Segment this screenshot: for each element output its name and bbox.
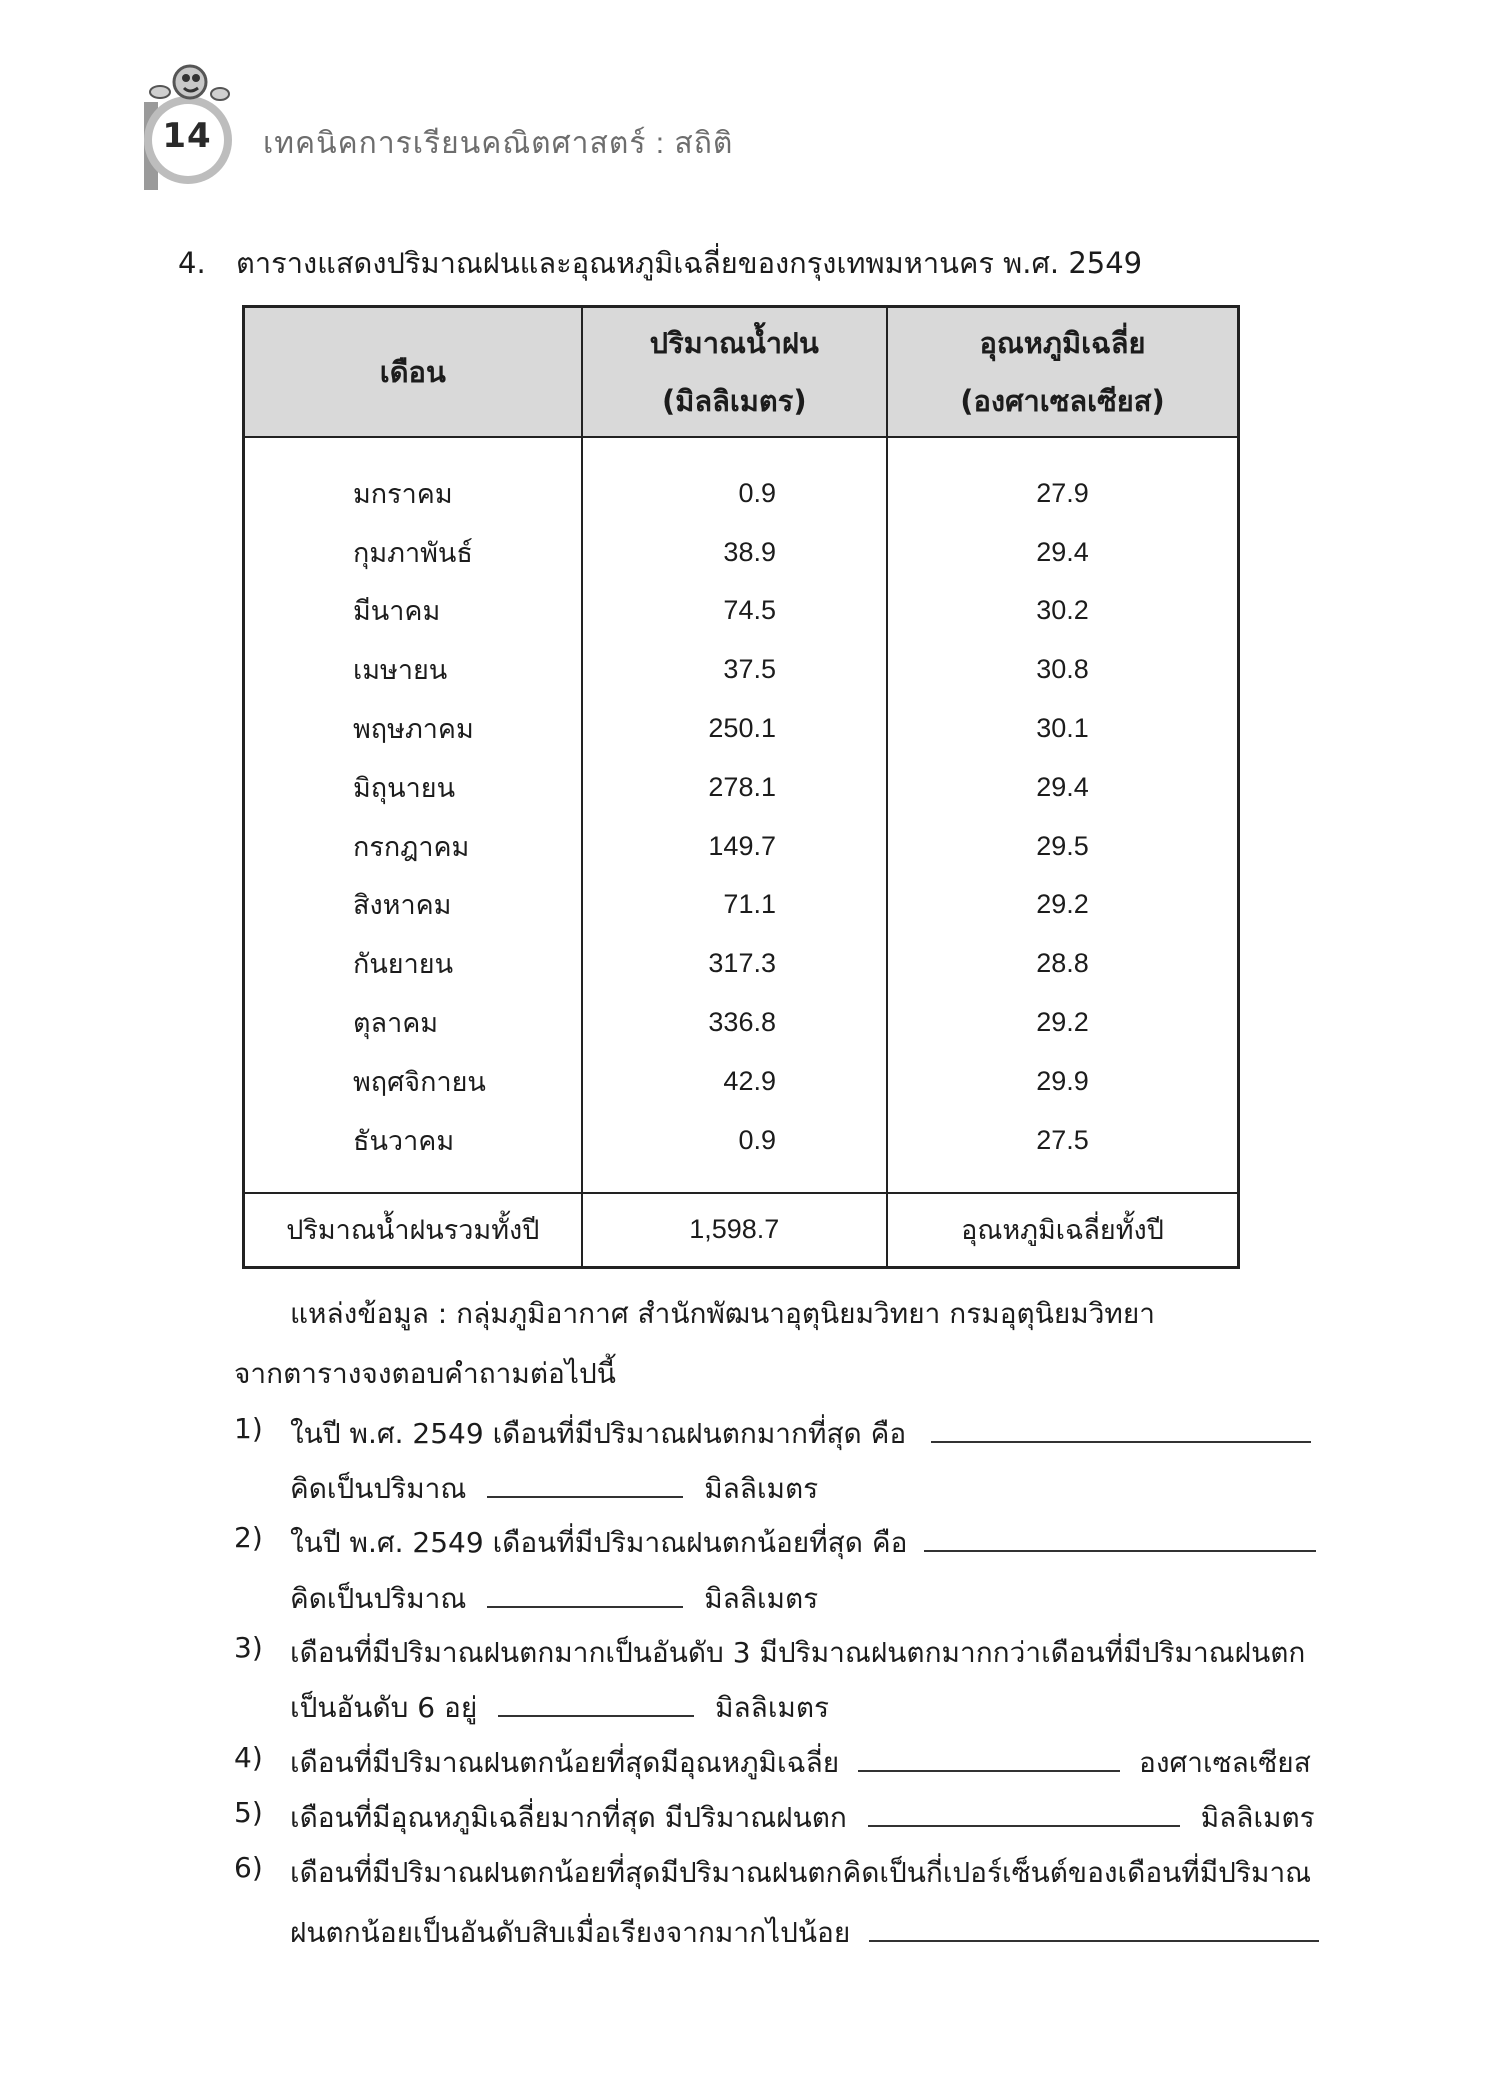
question-5-unit: มิลลิเมตร <box>1200 1801 1315 1834</box>
header-temperature-line1: อุณหภูมิเฉลี่ย <box>979 326 1146 360</box>
temperature-cell: 27.5 <box>887 1111 1239 1170</box>
month-cell: มิถุนายน <box>244 758 582 817</box>
month-cell: พฤศจิกายน <box>244 1052 582 1111</box>
rainfall-cell: 0.9 <box>582 1111 887 1170</box>
header-rainfall-line1: ปริมาณน้ำฝน <box>649 326 819 360</box>
question-6-line2 <box>290 1911 1319 1955</box>
table-row <box>244 699 1239 758</box>
total-label: ปริมาณน้ำฝนรวมทั้งปี <box>244 1193 582 1268</box>
question-3 <box>234 1631 1306 1675</box>
rainfall-cell: 38.9 <box>582 523 887 582</box>
month-cell: มกราคม <box>244 464 582 523</box>
question-5-text: เดือนที่มีอุณหภูมิเฉลี่ยมากที่สุด มีปริมาณฝนตก <box>290 1801 847 1834</box>
question-3-number: 3) <box>234 1631 263 1664</box>
table-row <box>244 582 1239 641</box>
header-month: เดือน <box>244 307 582 438</box>
question-2-line2 <box>290 1577 818 1621</box>
table-row <box>244 1052 1239 1111</box>
table-header-row <box>244 307 1239 438</box>
question-4-number: 4) <box>234 1741 263 1774</box>
answer-blank-4[interactable] <box>858 1744 1120 1772</box>
question-1 <box>234 1412 1311 1456</box>
month-cell: มีนาคม <box>244 582 582 641</box>
month-cell: พฤษภาคม <box>244 699 582 758</box>
table-row <box>244 1111 1239 1170</box>
temperature-cell: 29.4 <box>887 758 1239 817</box>
question-2-line2-text: คิดเป็นปริมาณ <box>290 1582 467 1615</box>
rainfall-table <box>242 305 1240 1269</box>
question-heading <box>178 240 1142 286</box>
question-number: 4. <box>178 246 206 280</box>
page-header <box>138 62 1038 192</box>
question-2-text: ในปี พ.ศ. 2549 เดือนที่มีปริมาณฝนตกน้อยที่สุด คือ <box>290 1526 908 1559</box>
book-title: เทคนิคการเรียนคณิตศาสตร์ : สถิติ <box>263 127 734 160</box>
answer-blank-3[interactable] <box>498 1689 694 1717</box>
question-6 <box>234 1851 1312 1895</box>
header-rainfall-line2: (มิลลิเมตร) <box>661 384 807 418</box>
temperature-cell: 28.8 <box>887 934 1239 993</box>
question-4-unit: องศาเซลเซียส <box>1139 1746 1311 1779</box>
rainfall-cell: 42.9 <box>582 1052 887 1111</box>
table-row <box>244 817 1239 876</box>
rainfall-cell: 336.8 <box>582 993 887 1052</box>
rainfall-cell: 149.7 <box>582 817 887 876</box>
table-row <box>244 640 1239 699</box>
rainfall-cell: 74.5 <box>582 582 887 641</box>
header-temperature-line2: (องศาเซลเซียส) <box>960 384 1165 418</box>
table-row <box>244 523 1239 582</box>
month-cell: สิงหาคม <box>244 876 582 935</box>
rainfall-cell: 250.1 <box>582 699 887 758</box>
temperature-cell: 27.9 <box>887 464 1239 523</box>
rainfall-cell: 37.5 <box>582 640 887 699</box>
table-row <box>244 934 1239 993</box>
answer-blank-2b[interactable] <box>487 1580 683 1608</box>
temperature-cell: 29.2 <box>887 876 1239 935</box>
temperature-cell: 29.2 <box>887 993 1239 1052</box>
header-rainfall <box>582 307 887 438</box>
table-row <box>244 464 1239 523</box>
temperature-cell: 29.9 <box>887 1052 1239 1111</box>
temperature-cell: 30.1 <box>887 699 1239 758</box>
table-total-row <box>244 1193 1239 1268</box>
page-number: 14 <box>162 116 212 156</box>
total-value: 1,598.7 <box>582 1193 887 1268</box>
question-3-text: เดือนที่มีปริมาณฝนตกมากเป็นอันดับ 3 มีปริมาณฝนตกมากกว่าเดือนที่มีปริมาณฝนตก <box>290 1636 1306 1669</box>
temperature-cell: 30.2 <box>887 582 1239 641</box>
question-2 <box>234 1521 1316 1565</box>
question-5 <box>234 1796 1315 1840</box>
question-1-line2 <box>290 1467 818 1511</box>
month-cell: กันยายน <box>244 934 582 993</box>
month-cell: ธันวาคม <box>244 1111 582 1170</box>
month-cell: เมษายน <box>244 640 582 699</box>
question-5-number: 5) <box>234 1796 263 1829</box>
table-row <box>244 993 1239 1052</box>
question-1-line2-text: คิดเป็นปริมาณ <box>290 1472 467 1505</box>
temperature-cell: 29.5 <box>887 817 1239 876</box>
question-1-number: 1) <box>234 1412 263 1445</box>
table-row <box>244 758 1239 817</box>
question-3-unit: มิลลิเมตร <box>715 1691 830 1724</box>
temperature-cell: 30.8 <box>887 640 1239 699</box>
question-3-line2-text: เป็นอันดับ 6 อยู่ <box>290 1691 478 1724</box>
question-2-number: 2) <box>234 1521 263 1554</box>
question-4 <box>234 1741 1311 1785</box>
question-2-unit: มิลลิเมตร <box>704 1582 819 1615</box>
average-temperature-label: อุณหภูมิเฉลี่ยทั้งปี <box>887 1193 1239 1268</box>
table-title: ตารางแสดงปริมาณฝนและอุณหภูมิเฉลี่ยของกรุงเทพมหานคร พ.ศ. 2549 <box>236 246 1143 280</box>
question-1-text: ในปี พ.ศ. 2549 เดือนที่มีปริมาณฝนตกมากที่สุด คือ <box>290 1417 907 1450</box>
answer-blank-1b[interactable] <box>487 1470 683 1498</box>
question-1-unit: มิลลิเมตร <box>704 1472 819 1505</box>
question-6-number: 6) <box>234 1851 263 1884</box>
rainfall-cell: 278.1 <box>582 758 887 817</box>
answer-blank-6[interactable] <box>869 1914 1319 1942</box>
rainfall-cell: 317.3 <box>582 934 887 993</box>
answer-blank-5[interactable] <box>868 1799 1180 1827</box>
question-6-text: เดือนที่มีปริมาณฝนตกน้อยที่สุดมีปริมาณฝนตกคิดเป็นกี่เปอร์เซ็นต์ของเดือนที่มีปริมาณ <box>290 1856 1312 1889</box>
temperature-cell: 29.4 <box>887 523 1239 582</box>
answer-blank-1a[interactable] <box>931 1415 1311 1443</box>
month-cell: กุมภาพันธ์ <box>244 523 582 582</box>
data-source: แหล่งข้อมูล : กลุ่มภูมิอากาศ สำนักพัฒนาอุตุนิยมวิทยา กรมอุตุนิยมวิทยา <box>290 1297 1156 1330</box>
month-cell: ตุลาคม <box>244 993 582 1052</box>
table-row <box>244 876 1239 935</box>
month-cell: กรกฎาคม <box>244 817 582 876</box>
answer-blank-2a[interactable] <box>924 1524 1316 1552</box>
question-4-text: เดือนที่มีปริมาณฝนตกน้อยที่สุดมีอุณหภูมิเฉลี่ย <box>290 1746 840 1779</box>
rainfall-cell: 0.9 <box>582 464 887 523</box>
header-temperature <box>887 307 1239 438</box>
question-3-line2 <box>290 1686 829 1730</box>
question-6-line2-text: ฝนตกน้อยเป็นอันดับสิบเมื่อเรียงจากมากไปน้อย <box>290 1916 851 1949</box>
questions-intro: จากตารางจงตอบคำถามต่อไปนี้ <box>234 1357 616 1390</box>
rainfall-cell: 71.1 <box>582 876 887 935</box>
